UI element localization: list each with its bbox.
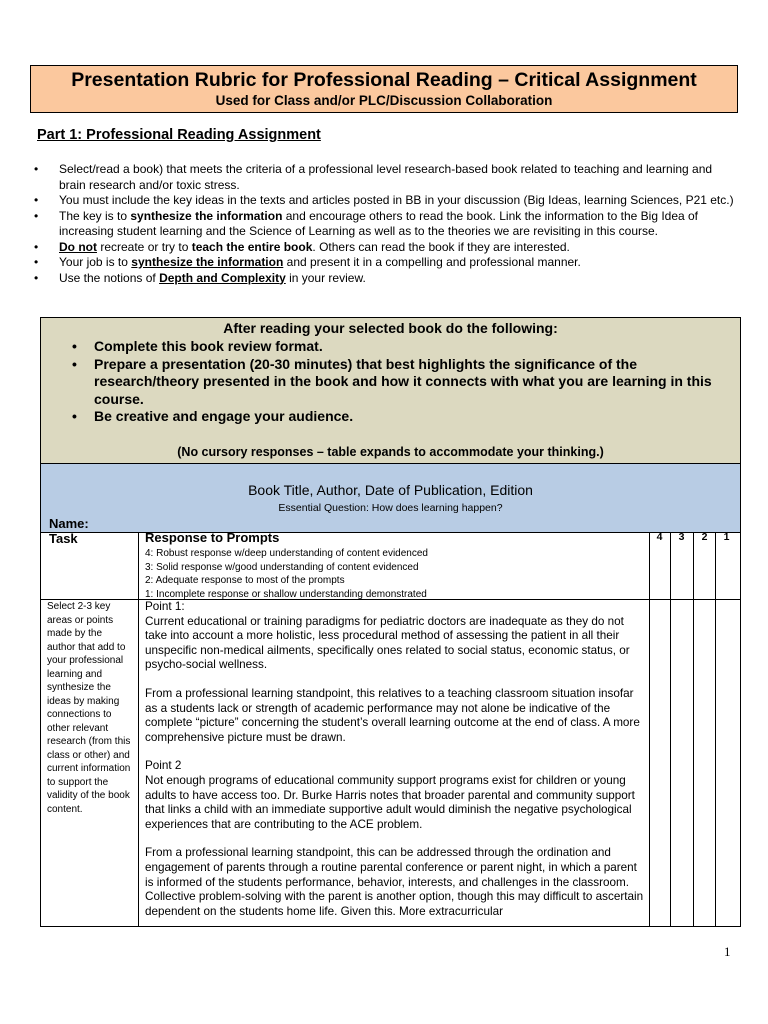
list-item — [30, 193, 735, 209]
column-divider — [715, 532, 716, 927]
list-item — [30, 209, 735, 240]
response-header: Response to Prompts — [145, 530, 280, 545]
list-item — [30, 240, 735, 256]
page-number: 1 — [724, 944, 731, 959]
point2-paragraph: From a professional learning standpoint, this can be addressed through the ordination and engagement of parents through a routine parental conference or parent night, in which a parent is informed of the students performance, behavior, interests, and challenges in the classroom. Collective problem-solving with the parent is another option, though this may difficult to ascertain dependent on the students home life. Given this. More extracurricular — [145, 846, 644, 918]
rubric-table — [40, 317, 741, 927]
bullet-text: recreate or try to — [97, 239, 192, 254]
column-divider — [670, 532, 671, 927]
list-item — [30, 271, 735, 287]
list-item — [30, 255, 735, 271]
score-header: 2 — [701, 531, 708, 543]
instructions-panel — [41, 318, 740, 464]
scale-item: 3: Solid response w/good understanding of content evidenced — [145, 561, 419, 573]
scoring-scale — [145, 547, 428, 601]
name-label: Name: — [49, 516, 89, 531]
bullet-emphasis: Do not — [59, 239, 97, 254]
bullet-text: in your review. — [285, 270, 366, 285]
scale-item: 2: Adequate response to most of the prompts — [145, 575, 345, 586]
point2-paragraph: Not enough programs of educational community support programs exist for children or young adults to have access too. Dr. Burke Harris notes that broader parental and community support that links a child with an immediate supportive adult would diminish the negative psychological experiences that are contributing to the ACE problem. — [145, 773, 635, 831]
part1-heading: Part 1: Professional Reading Assignment — [37, 127, 321, 143]
scale-item: 1: Incomplete response or shallow understanding demonstrated — [145, 588, 427, 600]
instructions-list — [41, 338, 740, 426]
point1-paragraph: Current educational or training paradigms for pediatric doctors are inadequate as they do not take into account a more holistic, less procedural method of assessing the patient in all their unspecific non-medical ailments, specifically ones related to social status, economic status, or psycho-social wellness. — [145, 614, 630, 672]
score-header: 4 — [656, 531, 663, 543]
instructions-heading: After reading your selected book do the following: — [223, 320, 558, 336]
list-item: • Be creative and engage your audience. — [41, 408, 740, 426]
task-description: Select 2-3 key areas or points made by the author that add to your professional learning and synthesize the ideas by making connections to other relevant research (from this class or other) and current information to support the validity of the book content. — [47, 601, 131, 815]
point1-label: Point 1: — [145, 600, 185, 613]
bullet-emphasis: synthesize the information — [131, 255, 284, 269]
bullet-text: and encourage others to read the book. Link the information to the Big Idea of increasing student learning and the Science of Learning as well as to the theories we are revisiting in this course. — [59, 208, 699, 238]
column-divider — [693, 532, 694, 927]
bullet-text: Use the notions of — [59, 270, 160, 285]
bullet-emphasis: Depth and Complexity — [159, 270, 286, 285]
list-item: • Complete this book review format. — [41, 338, 740, 356]
bullet-text: Your job is to — [59, 255, 132, 269]
assignment-bullet-list — [30, 162, 735, 286]
bullet-text: Select/read a book) that meets the criteria of a professional level research-based book related to teaching and learning and brain research and/or toxic stress. — [59, 162, 713, 192]
page-title: Presentation Rubric for Professional Reading – Critical Assignment — [71, 69, 697, 91]
score-header: 1 — [723, 531, 730, 543]
task-header: Task — [49, 531, 78, 546]
point1-paragraph: From a professional learning standpoint, this relatives to a teaching classroom situation insofar as a students lack or strength of academic performance may not alone be indicative of the complete “picture” concerning the student’s overall learning outcome at the end of class. A more comprehensive picture must be drawn. — [145, 686, 640, 744]
bullet-text: The key is to — [59, 208, 131, 223]
book-title-line: Book Title, Author, Date of Publication, Edition — [248, 482, 533, 498]
scale-item: 4: Robust response w/deep understanding of content evidenced — [145, 548, 428, 559]
list-item: • Prepare a presentation (20-30 minutes) that best highlights the significance of the research/theory presented in the book and how it connects with what you are learning in this course. — [41, 356, 740, 409]
bullet-emphasis: teach the entire book — [191, 239, 313, 254]
bullet-text: and present it in a compelling and professional manner. — [283, 255, 581, 269]
point2-label: Point 2 — [145, 759, 182, 773]
list-item — [30, 162, 735, 193]
essential-question: Essential Question: How does learning happen? — [278, 502, 503, 514]
page-subtitle: Used for Class and/or PLC/Discussion Collaboration — [215, 93, 553, 108]
bullet-text: You must include the key ideas in the texts and articles posted in BB in your discussion (Big Ideas, learning Sciences, P21 etc.) — [59, 193, 734, 207]
book-info-panel — [41, 464, 740, 533]
bullet-emphasis: synthesize the information — [130, 208, 283, 223]
response-content — [145, 600, 645, 919]
column-divider — [649, 532, 650, 927]
instructions-note: (No cursory responses – table expands to accommodate your thinking.) — [177, 445, 604, 459]
title-box — [30, 65, 738, 113]
column-divider — [138, 532, 139, 927]
bullet-text: . Others can read the book if they are interested. — [312, 239, 570, 254]
score-header: 3 — [678, 531, 685, 543]
